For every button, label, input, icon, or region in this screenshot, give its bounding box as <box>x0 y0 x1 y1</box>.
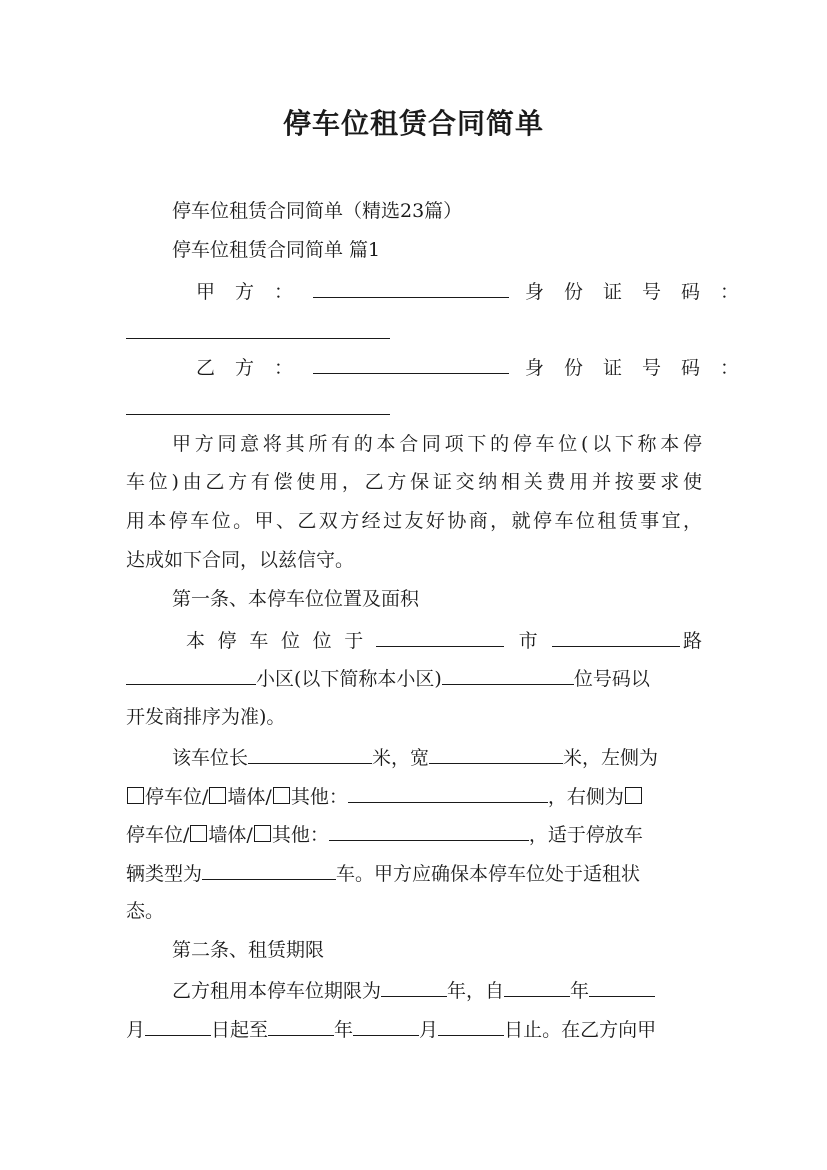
city-blank[interactable] <box>376 626 504 647</box>
article-2-heading: 第二条、租赁期限 <box>172 939 325 961</box>
community-blank[interactable] <box>126 664 256 685</box>
until-label: 日起至 <box>211 1019 269 1041</box>
document-subtitle: 停车位租赁合同简单（精选23篇） <box>172 200 463 222</box>
vehicle-suitability-label: ，适于停放车 <box>528 824 643 846</box>
party-b-label: 乙方： <box>196 357 314 379</box>
road-label: 路 <box>680 630 702 652</box>
vehicle-type-line <box>126 859 640 885</box>
end-year-blank[interactable] <box>268 1015 334 1036</box>
city-label: 市 <box>515 630 541 652</box>
start-year-blank[interactable] <box>504 976 570 997</box>
article-1-heading: 第一条、本停车位位置及面积 <box>172 588 420 610</box>
party-b-name-blank[interactable] <box>313 353 509 374</box>
left-side-label: 米，左侧为 <box>563 747 659 769</box>
other-option-label: 其他： <box>290 786 348 808</box>
left-parking-checkbox[interactable] <box>127 787 144 804</box>
width-blank[interactable] <box>429 743 563 764</box>
para1-line2: 车位)由乙方有偿使用，乙方保证交纳相关费用并按要求使 <box>126 471 702 493</box>
vehicle-type-blank[interactable] <box>202 859 336 880</box>
end-day-blank[interactable] <box>438 1015 504 1036</box>
party-a-id-label: 身份证号码： <box>525 281 760 303</box>
right-other-checkbox[interactable] <box>254 825 271 842</box>
vehicle-type-suffix: 车。甲方应确保本停车位处于适租状 <box>336 863 641 885</box>
location-line2 <box>126 664 650 690</box>
party-a-line <box>196 277 760 303</box>
parking-option-label: 停车位/ <box>145 786 209 808</box>
length-label: 该车位长 <box>172 747 249 769</box>
start-year-label: 年 <box>570 980 590 1002</box>
end-month-blank[interactable] <box>353 1015 419 1036</box>
left-options-line <box>126 782 643 808</box>
size-line <box>172 743 658 769</box>
start-month-label: 月 <box>126 1019 146 1041</box>
right-other-blank[interactable] <box>329 820 529 841</box>
term-from-label: 年，自 <box>447 980 505 1002</box>
document-title: 停车位租赁合同简单 <box>282 107 544 140</box>
right-side-label: ，右侧为 <box>547 786 624 808</box>
start-day-blank[interactable] <box>145 1015 211 1036</box>
wall-option-label: 墙体/ <box>208 824 253 846</box>
vehicle-type-label: 辆类型为 <box>126 863 203 885</box>
party-a-name-blank[interactable] <box>313 277 509 298</box>
term-years-blank[interactable] <box>381 976 447 997</box>
spot-number-blank[interactable] <box>442 664 574 685</box>
length-blank[interactable] <box>248 743 372 764</box>
para1-line4: 达成如下合同，以兹信守。 <box>126 549 355 571</box>
spot-number-label: 位号码以 <box>573 668 650 690</box>
location-line1 <box>186 626 702 652</box>
left-wall-checkbox[interactable] <box>209 787 226 804</box>
term-label: 乙方租用本停车位期限为 <box>172 980 382 1002</box>
party-b-line <box>196 353 760 379</box>
party-a-id-line <box>126 318 390 344</box>
road-blank[interactable] <box>552 626 680 647</box>
width-label: 米，宽 <box>372 747 430 769</box>
para1-line3: 用本停车位。甲、乙双方经过友好协商，就停车位租赁事宜， <box>126 510 702 532</box>
wall-option-label: 墙体/ <box>227 786 272 808</box>
party-a-id-blank[interactable] <box>126 318 390 339</box>
community-label: 小区(以下简称本小区) <box>256 668 442 690</box>
right-parking-checkbox[interactable] <box>625 787 642 804</box>
location-line3: 开发商排序为准)。 <box>126 706 286 728</box>
vehicle-type-end: 态。 <box>126 900 165 922</box>
left-other-blank[interactable] <box>348 782 548 803</box>
right-options-line <box>126 820 643 846</box>
party-b-id-label: 身份证号码： <box>525 357 760 379</box>
party-b-id-line <box>126 394 390 420</box>
other-option-label: 其他： <box>271 824 329 846</box>
party-b-id-blank[interactable] <box>126 394 390 415</box>
parking-option-label: 停车位/ <box>126 824 190 846</box>
term-line2 <box>126 1015 656 1041</box>
party-a-label: 甲方： <box>196 281 314 303</box>
term-line1 <box>172 976 655 1002</box>
location-prefix: 本停车位位于 <box>186 630 376 652</box>
chapter-heading: 停车位租赁合同简单 篇1 <box>172 239 381 261</box>
end-year-label: 年 <box>334 1019 354 1041</box>
left-other-checkbox[interactable] <box>273 787 290 804</box>
start-month-blank[interactable] <box>589 976 655 997</box>
end-day-label: 日止。在乙方向甲 <box>504 1019 657 1041</box>
para1-line1: 甲方同意将其所有的本合同项下的停车位(以下称本停 <box>172 433 702 455</box>
end-month-label: 月 <box>419 1019 439 1041</box>
right-wall-checkbox[interactable] <box>190 825 207 842</box>
